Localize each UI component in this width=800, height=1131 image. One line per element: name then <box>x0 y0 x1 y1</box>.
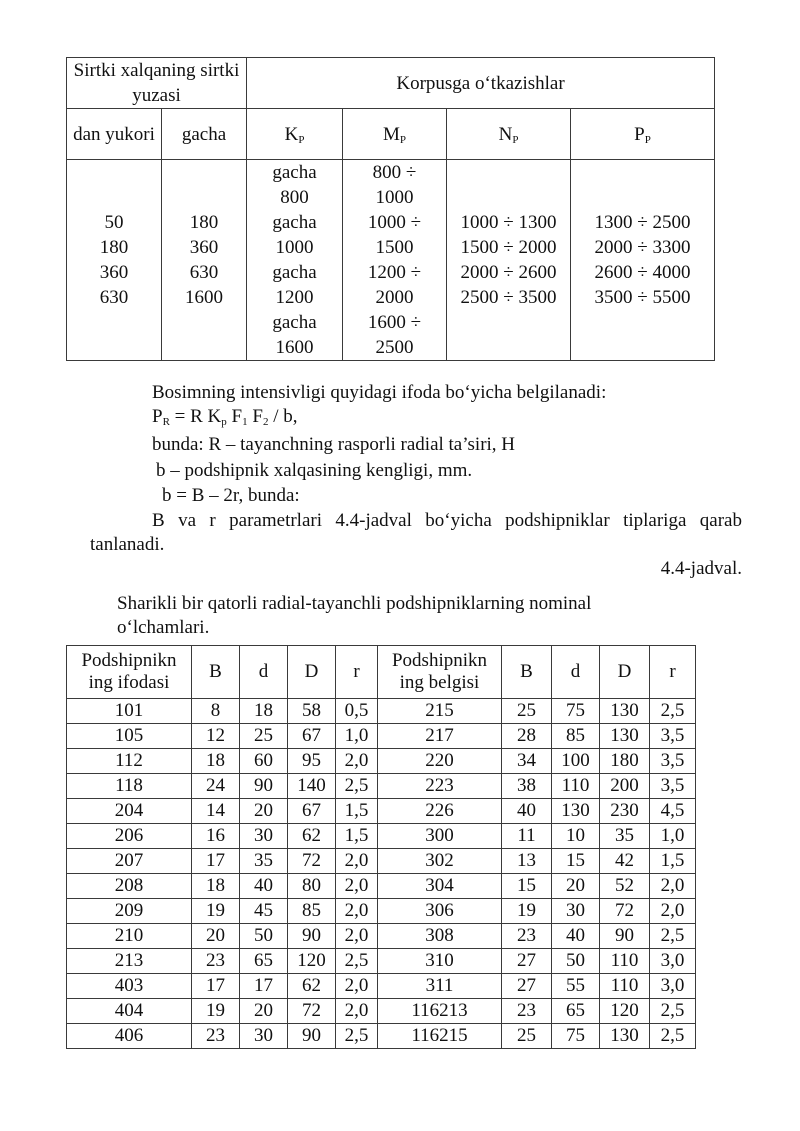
table-row <box>67 924 696 949</box>
cell-line: 180 <box>99 237 129 258</box>
table-cell: 60 <box>240 749 288 774</box>
table-cell: 15 <box>552 849 600 874</box>
table-cell: 27 <box>502 974 552 999</box>
table-cell: 28 <box>502 724 552 749</box>
cell-line: 1000 ÷ 1300 <box>460 212 557 233</box>
table-cell: 220 <box>378 749 502 774</box>
cell-line: 800 <box>280 187 309 208</box>
cell-line: 1600 ÷ <box>367 312 422 333</box>
table-cell: 311 <box>378 974 502 999</box>
header-cell: Podshipnikn ing ifodasi <box>67 646 192 699</box>
table-cell: 20 <box>192 924 240 949</box>
table-cell: 230 <box>600 799 650 824</box>
table-cell: 1,5 <box>336 824 378 849</box>
table-cell: 13 <box>502 849 552 874</box>
table-cell: 35 <box>600 824 650 849</box>
bearing-dimensions-table <box>66 645 696 1049</box>
header-surface: Sirtki xalqaning sirtki yuzasi <box>67 58 247 109</box>
table-cell: 45 <box>240 899 288 924</box>
table-row <box>67 849 696 874</box>
table-cell: 62 <box>288 824 336 849</box>
cell-line: 2500 ÷ 3500 <box>460 287 557 308</box>
bearing-table-body <box>67 646 696 1049</box>
table-cell: 18 <box>192 874 240 899</box>
cell-line: 1600 <box>275 337 314 358</box>
table-cell: 2,0 <box>336 749 378 774</box>
table-cell: 406 <box>67 1024 192 1049</box>
intro-line: Bosimning intensivligi quyidagi ifoda bo‘yicha belgilanadi: <box>152 382 607 403</box>
definition-r: bunda: R – tayanchning rasporli radial ta’siri, H <box>152 434 516 455</box>
header-cell: B <box>502 646 552 699</box>
table-cell: 130 <box>600 724 650 749</box>
table-reference: 4.4-jadval. <box>660 558 742 579</box>
table-row <box>67 774 696 799</box>
cell-line: 630 <box>189 262 219 283</box>
table-caption-line1: Sharikli bir qatorli radial-tayanchli podshipniklarning nominal <box>117 593 592 614</box>
header-cell: D <box>288 646 336 699</box>
table-cell: 3,5 <box>650 774 696 799</box>
table-cell: 50 <box>240 924 288 949</box>
table-cell: 17 <box>240 974 288 999</box>
table-cell: 80 <box>288 874 336 899</box>
cell-line: 1500 ÷ 2000 <box>460 237 557 258</box>
table-cell: 110 <box>600 949 650 974</box>
table-cell: 207 <box>67 849 192 874</box>
table-cell: 2,5 <box>650 999 696 1024</box>
cell-line: 2600 ÷ 4000 <box>594 262 691 283</box>
table-cell: 403 <box>67 974 192 999</box>
table-cell: 67 <box>288 724 336 749</box>
table-cell: 112 <box>67 749 192 774</box>
fits-table-body-row <box>67 160 715 361</box>
table-cell: 62 <box>288 974 336 999</box>
cell-line: 1000 <box>375 187 414 208</box>
header-cell: r <box>650 646 696 699</box>
header-fits: Korpusga o‘tkazishlar <box>247 58 715 109</box>
table-cell: 23 <box>502 924 552 949</box>
table-cell: 17 <box>192 849 240 874</box>
table-cell: 90 <box>288 924 336 949</box>
table-cell: 18 <box>240 699 288 724</box>
table-cell: 90 <box>600 924 650 949</box>
table-cell: 20 <box>552 874 600 899</box>
table-cell: 204 <box>67 799 192 824</box>
table-cell: 20 <box>240 999 288 1024</box>
table-cell: 2,5 <box>650 1024 696 1049</box>
cell-line: gacha <box>272 312 317 333</box>
header-cell: D <box>600 646 650 699</box>
table-row <box>67 749 696 774</box>
k-values-cell <box>247 160 343 361</box>
cell-line: 360 <box>189 237 219 258</box>
table-cell: 85 <box>288 899 336 924</box>
fits-table <box>66 57 715 361</box>
cell-line: 1300 ÷ 2500 <box>594 212 691 233</box>
table-cell: 14 <box>192 799 240 824</box>
table-cell: 2,0 <box>336 999 378 1024</box>
table-cell: 20 <box>240 799 288 824</box>
table-row <box>67 949 696 974</box>
table-cell: 90 <box>240 774 288 799</box>
table-row <box>67 799 696 824</box>
table-cell: 12 <box>192 724 240 749</box>
cell-line: 630 <box>99 287 129 308</box>
table-cell: 0,5 <box>336 699 378 724</box>
m-values-cell <box>343 160 447 361</box>
table-cell: 30 <box>552 899 600 924</box>
table-cell: 40 <box>552 924 600 949</box>
cell-line: 2000 ÷ 3300 <box>594 237 691 258</box>
cell-line: 1600 <box>185 287 223 308</box>
table-cell: 226 <box>378 799 502 824</box>
table-row <box>67 1024 696 1049</box>
table-cell: 52 <box>600 874 650 899</box>
cell-line: 3500 ÷ 5500 <box>594 287 691 308</box>
table-cell: 30 <box>240 824 288 849</box>
table-caption-line2: o‘lchamlari. <box>117 617 210 638</box>
table-cell: 35 <box>240 849 288 874</box>
table-cell: 404 <box>67 999 192 1024</box>
table-cell: 10 <box>552 824 600 849</box>
table-cell: 50 <box>552 949 600 974</box>
table-cell: 42 <box>600 849 650 874</box>
table-cell: 72 <box>600 899 650 924</box>
table-row <box>67 974 696 999</box>
cell-line: 180 <box>189 212 219 233</box>
table-cell: 75 <box>552 699 600 724</box>
cell-line: 2000 <box>375 287 414 308</box>
table-cell: 101 <box>67 699 192 724</box>
table-cell: 206 <box>67 824 192 849</box>
fits-table-subheader-row <box>67 109 715 160</box>
col-m: $M_P$ <box>343 109 447 160</box>
header-cell: Podshipnikn ing belgisi <box>378 646 502 699</box>
table-cell: 306 <box>378 899 502 924</box>
cell-line: 2000 ÷ 2600 <box>460 262 557 283</box>
table-cell: 1,0 <box>650 824 696 849</box>
n-values-cell <box>447 160 571 361</box>
cell-line: 50 <box>104 212 124 233</box>
table-cell: 34 <box>502 749 552 774</box>
cell-line: 360 <box>99 262 129 283</box>
table-cell: 308 <box>378 924 502 949</box>
col-p: $P_P$ <box>571 109 715 160</box>
table-cell: 210 <box>67 924 192 949</box>
table-cell: 2,0 <box>336 974 378 999</box>
table-row <box>67 899 696 924</box>
table-cell: 223 <box>378 774 502 799</box>
table-cell: 58 <box>288 699 336 724</box>
table-cell: 17 <box>192 974 240 999</box>
table-cell: 75 <box>552 1024 600 1049</box>
cell-line: gacha <box>272 262 317 283</box>
table-cell: 1,5 <box>336 799 378 824</box>
table-cell: 110 <box>600 974 650 999</box>
col-to: gacha <box>162 109 247 160</box>
table-cell: 40 <box>502 799 552 824</box>
table-cell: 19 <box>192 899 240 924</box>
table-cell: 85 <box>552 724 600 749</box>
cell-line: gacha <box>272 212 317 233</box>
cell-line: 2500 <box>375 337 414 358</box>
table-cell: 118 <box>67 774 192 799</box>
table-cell: 310 <box>378 949 502 974</box>
table-cell: 40 <box>240 874 288 899</box>
table-cell: 1,5 <box>650 849 696 874</box>
table-cell: 1,0 <box>336 724 378 749</box>
table-cell: 23 <box>502 999 552 1024</box>
table-cell: 2,0 <box>336 874 378 899</box>
formula-b: b = B – 2r, bunda: <box>162 485 300 506</box>
table-cell: 217 <box>378 724 502 749</box>
table-cell: 72 <box>288 999 336 1024</box>
table-cell: 120 <box>288 949 336 974</box>
table-cell: 209 <box>67 899 192 924</box>
table-cell: 67 <box>288 799 336 824</box>
table-cell: 116213 <box>378 999 502 1024</box>
table-cell: 2,0 <box>650 899 696 924</box>
table-cell: 25 <box>502 699 552 724</box>
table-cell: 116215 <box>378 1024 502 1049</box>
table-cell: 16 <box>192 824 240 849</box>
table-cell: 100 <box>552 749 600 774</box>
table-cell: 3,5 <box>650 749 696 774</box>
col-k: $K_P$ <box>247 109 343 160</box>
table-cell: 140 <box>288 774 336 799</box>
table-cell: 2,0 <box>336 899 378 924</box>
table-cell: 300 <box>378 824 502 849</box>
table-cell: 2,5 <box>336 1024 378 1049</box>
bearing-table-header-row <box>67 646 696 699</box>
table-cell: 110 <box>552 774 600 799</box>
cell-line: 800 ÷ <box>372 162 417 183</box>
parameters-paragraph: B va r parametrlari 4.4-jadval bo‘yicha podshipniklar tiplariga qarab tanlanadi. <box>90 510 742 555</box>
table-cell: 95 <box>288 749 336 774</box>
table-cell: 208 <box>67 874 192 899</box>
definition-b: b – podshipnik xalqasining kengligi, mm. <box>156 460 473 481</box>
table-cell: 2,0 <box>336 924 378 949</box>
table-cell: 2,5 <box>650 699 696 724</box>
table-cell: 130 <box>552 799 600 824</box>
p-values-cell <box>571 160 715 361</box>
fits-table-header-row <box>67 58 715 109</box>
table-cell: 130 <box>600 1024 650 1049</box>
table-cell: 3,0 <box>650 949 696 974</box>
table-cell: 4,5 <box>650 799 696 824</box>
header-cell: B <box>192 646 240 699</box>
table-cell: 90 <box>288 1024 336 1049</box>
table-cell: 19 <box>502 899 552 924</box>
table-cell: 3,0 <box>650 974 696 999</box>
table-cell: 15 <box>502 874 552 899</box>
table-cell: 130 <box>600 699 650 724</box>
table-cell: 65 <box>240 949 288 974</box>
header-cell: d <box>552 646 600 699</box>
cell-line: gacha <box>272 162 317 183</box>
formula-line: $P_R = R$ $K_p$ $F_1$ $F_2$ / b, <box>152 406 298 428</box>
table-cell: 11 <box>502 824 552 849</box>
cell-line: 1000 <box>275 237 314 258</box>
table-cell: 2,5 <box>650 924 696 949</box>
table-cell: 19 <box>192 999 240 1024</box>
table-cell: 18 <box>192 749 240 774</box>
table-cell: 2,0 <box>650 874 696 899</box>
cell-line: 1000 ÷ <box>367 212 422 233</box>
table-cell: 215 <box>378 699 502 724</box>
col-n: $N_P$ <box>447 109 571 160</box>
table-cell: 30 <box>240 1024 288 1049</box>
col-from: dan yukori <box>67 109 162 160</box>
cell-line: 1200 ÷ <box>367 262 422 283</box>
table-row <box>67 699 696 724</box>
table-cell: 3,5 <box>650 724 696 749</box>
table-cell: 24 <box>192 774 240 799</box>
header-cell: d <box>240 646 288 699</box>
table-cell: 25 <box>240 724 288 749</box>
table-row <box>67 999 696 1024</box>
table-cell: 38 <box>502 774 552 799</box>
cell-line: 1200 <box>275 287 314 308</box>
table-cell: 55 <box>552 974 600 999</box>
table-cell: 304 <box>378 874 502 899</box>
table-cell: 65 <box>552 999 600 1024</box>
table-cell: 105 <box>67 724 192 749</box>
cell-line: 1500 <box>375 237 414 258</box>
header-cell: r <box>336 646 378 699</box>
from-values-cell <box>67 160 162 361</box>
table-cell: 302 <box>378 849 502 874</box>
table-cell: 25 <box>502 1024 552 1049</box>
table-cell: 72 <box>288 849 336 874</box>
to-values-cell <box>162 160 247 361</box>
table-cell: 2,5 <box>336 774 378 799</box>
table-cell: 120 <box>600 999 650 1024</box>
table-row <box>67 724 696 749</box>
table-cell: 200 <box>600 774 650 799</box>
table-cell: 2,5 <box>336 949 378 974</box>
table-cell: 23 <box>192 949 240 974</box>
table-cell: 213 <box>67 949 192 974</box>
table-row <box>67 874 696 899</box>
table-row <box>67 824 696 849</box>
table-cell: 2,0 <box>336 849 378 874</box>
table-cell: 27 <box>502 949 552 974</box>
table-cell: 8 <box>192 699 240 724</box>
table-cell: 180 <box>600 749 650 774</box>
table-cell: 23 <box>192 1024 240 1049</box>
